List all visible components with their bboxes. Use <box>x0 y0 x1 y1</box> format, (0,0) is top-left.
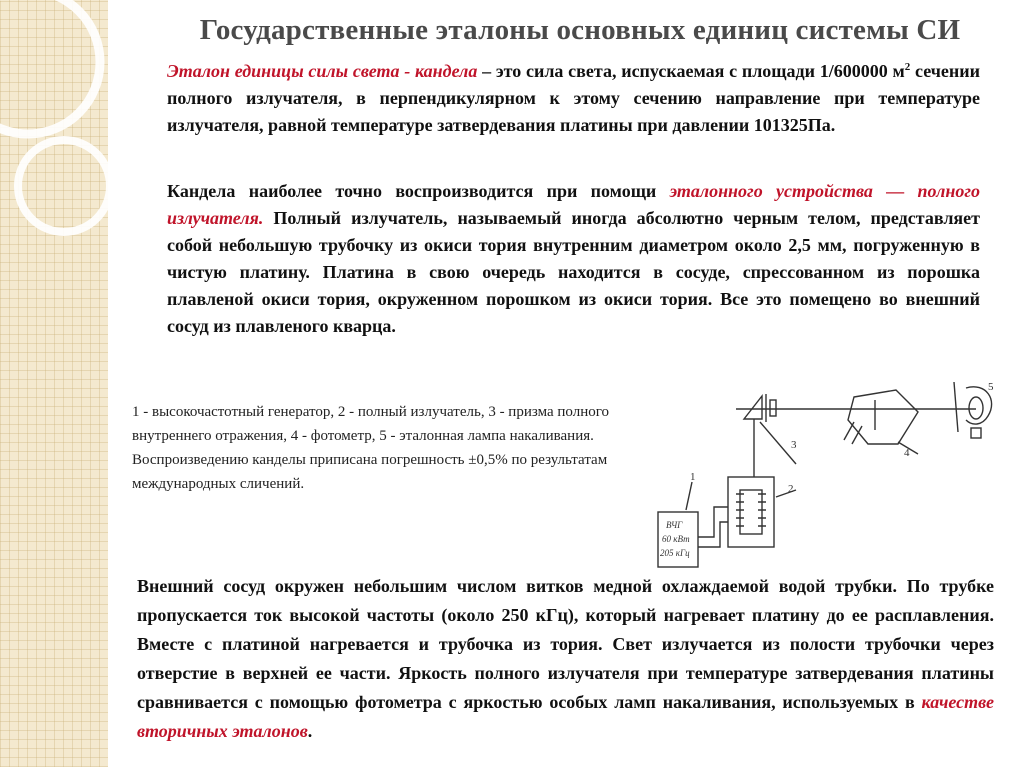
generator-label-vchg: ВЧГ <box>666 520 683 530</box>
caption-legend: 1 - высокочастотный генератор, 2 - полный излучатель, 3 - призма полного внутреннего отражения, 4 - фотометр, 5 - эталонная лампа накаливания. <box>132 404 609 444</box>
label-2: 2 <box>788 483 794 495</box>
p3-text-b: . <box>307 721 313 741</box>
p1-text-b: сечении полного излучателя, в перпендикулярном к этому сечению направление при температуре излучателя, равной температуре затвердевания платины при давлении 101325Па. <box>167 61 980 135</box>
decorative-circles <box>0 0 108 767</box>
slide-title: Государственные эталоны основных единиц системы СИ <box>199 14 961 46</box>
lamp-bulb <box>969 397 983 419</box>
p2-text-b: Полный излучатель, называемый иногда абсолютно черным телом, представляет собой небольшую трубочку из окиси тория внутренним диаметром около 2,5 мм, погруженную в чистую платину. Платина в свою очередь находится в сосуде, спрессованном из порошка плавленой окиси тория, окруженном порошком из окиси тория. Все это помещено во внешний сосуд из плавленого кварца. <box>167 208 980 336</box>
generator-label-frequency: 205 кГц <box>660 548 690 558</box>
label-4: 4 <box>904 447 910 459</box>
radiator-outer <box>728 477 774 547</box>
decorative-side-pattern <box>0 0 108 767</box>
apparatus-diagram <box>636 372 1006 572</box>
radiator-inner <box>740 490 762 534</box>
paragraph-full-radiator <box>167 178 980 340</box>
wire-lower <box>698 522 728 547</box>
p3-text-a: Внешний сосуд окружен небольшим числом витков медной охлаждаемой водой трубки. По трубке пропускается ток высокой частоты (около 250 кГц), который нагревает платину до ее расплавления. Вместе с платиной нагревается и трубочка из тория. Свет излучается из полости трубочки через отверстие в верхней ее части. Яркость полного излучателя при температуре затвердевания платины сравнивается с помощью фотометра с яркостью особых ламп накаливания, используемых в <box>137 576 994 712</box>
highlight-reference-device: эталонного устройства — полного излучателя. <box>167 181 980 228</box>
diagram-caption <box>132 400 644 496</box>
p1-text-a: – это сила света, испускаемая с площади 1/600000 м <box>477 61 905 81</box>
paragraph-candela-definition <box>167 58 980 139</box>
generator-label-power: 60 кВт <box>662 534 690 544</box>
photometer-body <box>848 390 918 444</box>
highlight-candela-term: Эталон единицы силы света - кандела <box>167 61 478 81</box>
lens-block <box>770 400 776 416</box>
paragraph-outer-vessel <box>137 572 994 746</box>
highlight-secondary-standards: качестве вторичных эталонов <box>137 692 994 741</box>
p2-text-a: Кандела наиболее точно воспроизводится при помощи <box>167 181 670 201</box>
photometer-tube <box>844 422 854 440</box>
lamp-base <box>971 428 981 438</box>
generator-leader <box>686 482 692 510</box>
prism-shape <box>744 396 762 419</box>
label-3: 3 <box>791 439 797 451</box>
label-5: 5 <box>988 381 994 393</box>
p1-superscript: 2 <box>904 61 911 73</box>
label-1: 1 <box>690 471 696 483</box>
lamp-screen <box>954 382 958 432</box>
caption-accuracy: Воспроизведению канделы приписана погрешность ±0,5% по результатам международных сличений. <box>132 452 608 492</box>
